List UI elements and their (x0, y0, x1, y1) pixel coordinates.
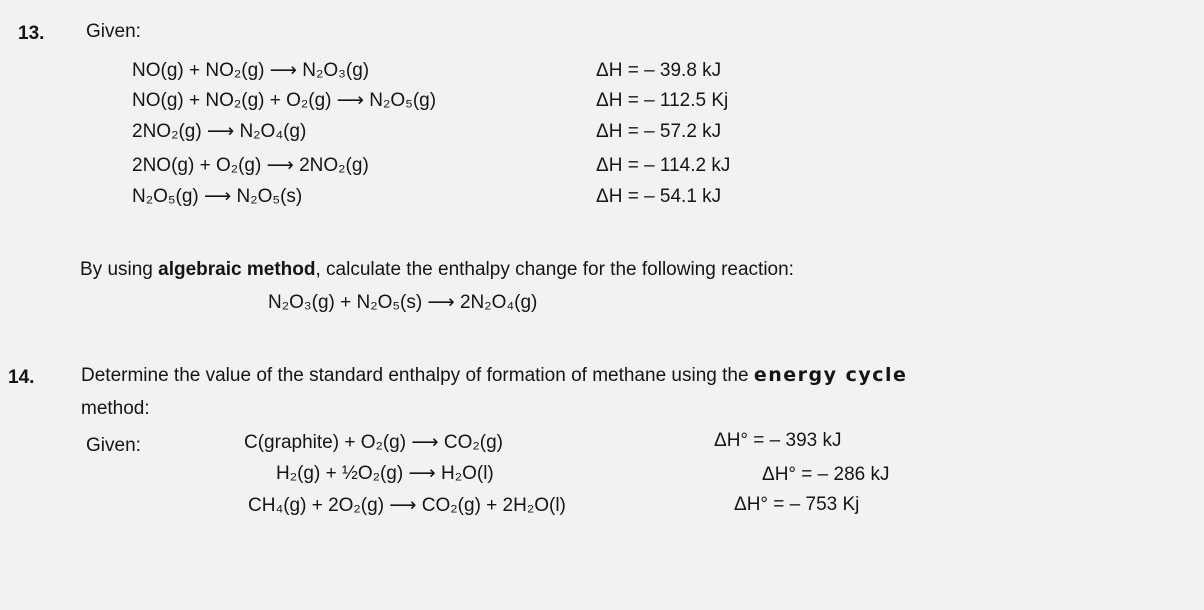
q13-target-reaction: N₂O₃(g) + N₂O₅(s) ⟶ 2N₂O₄(g) (268, 292, 538, 313)
q13-enthalpy-3: ΔH = – 57.2 kJ (596, 121, 722, 142)
q14-prompt-line-2: method: (81, 398, 150, 419)
question-13-number: 13. (18, 23, 45, 44)
q13-enthalpy-5: ΔH = – 54.1 kJ (596, 186, 722, 207)
q13-enthalpy-2: ΔH = – 112.5 Kj (596, 90, 729, 111)
question-13-given-label: Given: (86, 21, 141, 42)
q13-reaction-3: 2NO₂(g) ⟶ N₂O₄(g) (132, 121, 307, 142)
q14-given-label: Given: (86, 435, 141, 456)
q14-enthalpy-3: ΔH° = – 753 Kj (734, 494, 860, 515)
q13-instruction-post: , calculate the enthalpy change for the following reaction: (315, 259, 794, 280)
q14-prompt-bold: energy cycle (753, 364, 908, 386)
q13-instruction-pre: By using (80, 259, 159, 280)
q14-enthalpy-2: ΔH° = – 286 kJ (762, 464, 890, 485)
q13-instruction (80, 259, 794, 281)
q13-enthalpy-4: ΔH = – 114.2 kJ (596, 155, 731, 176)
q14-reaction-2: H₂(g) + ½O₂(g) ⟶ H₂O(l) (276, 463, 494, 484)
q13-reaction-5: N₂O₅(g) ⟶ N₂O₅(s) (132, 186, 303, 207)
q13-reaction-4: 2NO(g) + O₂(g) ⟶ 2NO₂(g) (132, 155, 369, 176)
q13-reaction-1: NO(g) + NO₂(g) ⟶ N₂O₃(g) (132, 60, 370, 81)
q14-prompt-pre: Determine the value of the standard enthalpy of formation of methane using the (81, 365, 754, 386)
q14-reaction-3: CH₄(g) + 2O₂(g) ⟶ CO₂(g) + 2H₂O(l) (248, 495, 566, 516)
q14-prompt-line-1 (81, 364, 907, 387)
question-14-number: 14. (8, 367, 35, 388)
q13-enthalpy-1: ΔH = – 39.8 kJ (596, 60, 722, 81)
q14-reaction-1: C(graphite) + O₂(g) ⟶ CO₂(g) (244, 432, 503, 453)
q13-reaction-2: NO(g) + NO₂(g) + O₂(g) ⟶ N₂O₅(g) (132, 90, 437, 111)
q14-enthalpy-1: ΔH° = – 393 kJ (714, 430, 842, 451)
q13-instruction-bold: algebraic method (158, 259, 316, 280)
